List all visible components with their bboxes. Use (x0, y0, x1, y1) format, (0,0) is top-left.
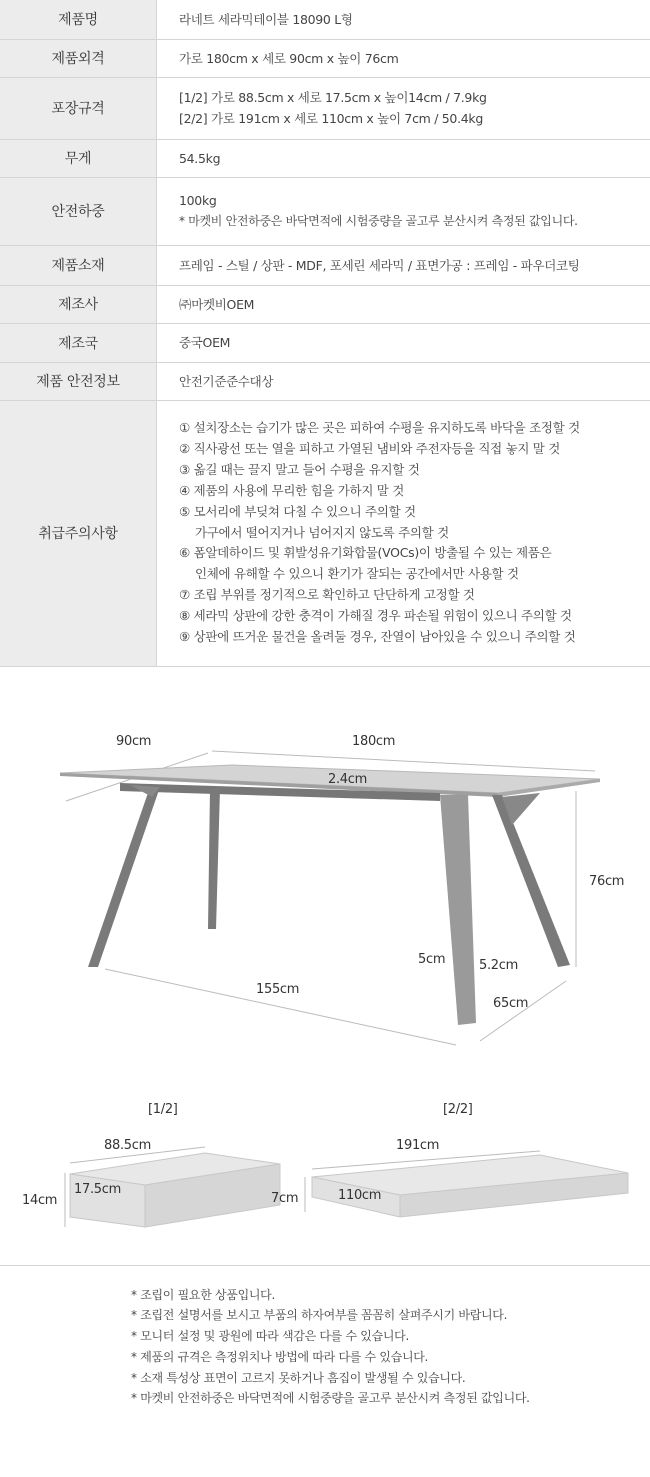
notice-item: * 마켓비 안전하중은 바닥면적에 시험중량을 골고루 분산시켜 측정된 값입니다. (131, 1391, 530, 1406)
package-tag: [2/2] (443, 1101, 473, 1117)
package-depth-label: 110cm (338, 1187, 382, 1203)
caution-item: ④ 제품의 사용에 무리한 힘을 가하지 말 것 (179, 482, 405, 498)
spec-label: 제품외격 (0, 39, 157, 77)
package-length-label: 191cm (396, 1137, 440, 1153)
load-note: * 마켓비 안전하중은 바닥면적에 시험중량을 골고루 분산시켜 측정된 값입니다. (179, 214, 578, 228)
spec-row-load (0, 177, 650, 245)
spec-value (157, 177, 650, 245)
spec-row-manufacturer (0, 285, 650, 323)
packaging-line: [1/2] 가로 88.5cm x 세로 17.5cm x 높이14cm / 7.9kg (179, 90, 487, 105)
height-label: 76cm (589, 873, 625, 889)
leg-span-label: 155cm (256, 981, 300, 997)
depth-label: 90cm (116, 733, 152, 749)
spec-label: 제품 안전정보 (0, 362, 157, 400)
package-height-label: 14cm (22, 1192, 58, 1208)
spec-label: 제조사 (0, 285, 157, 323)
spec-label: 제품소재 (0, 245, 157, 285)
spec-value: 가로 180cm x 세로 90cm x 높이 76cm (157, 39, 650, 77)
caution-list (157, 400, 650, 666)
notice-item: * 조립이 필요한 상품입니다. (131, 1287, 275, 1302)
package-length-label: 88.5cm (104, 1137, 151, 1153)
spec-label: 무게 (0, 139, 157, 177)
caution-item: ① 설치장소는 습기가 많은 곳은 피하여 수평을 유지하도록 바닥을 조정할 것 (179, 420, 580, 436)
notice-item: * 조립전 설명서를 보시고 부품의 하자여부를 꼼꼼히 살펴주시기 바랍니다. (131, 1308, 508, 1323)
notice-item: * 모니터 설정 및 광원에 따라 색감은 다를 수 있습니다. (131, 1329, 409, 1344)
leg-depth-dimension-line (480, 981, 566, 1041)
leg-size-label: 5cm (418, 951, 446, 967)
spec-value: 프레임 - 스틸 / 상판 - MDF, 포세린 세라믹 / 표면가공 : 프레임 - 파우더코팅 (157, 245, 650, 285)
leg-depth-label: 65cm (493, 995, 529, 1011)
spec-row-dimensions (0, 39, 650, 77)
package-1-illustration (22, 1102, 280, 1227)
spec-row-weight (0, 139, 650, 177)
leg-size-label: 5.2cm (479, 957, 518, 973)
caution-item: ③ 옮길 때는 끌지 말고 들어 수평을 유지할 것 (179, 461, 420, 477)
caution-item: ⑤ 모서리에 부딪쳐 다칠 수 있으니 주의할 것 (179, 503, 416, 519)
width-label: 180cm (352, 733, 396, 749)
package-height-label: 7cm (271, 1190, 299, 1206)
dimension-diagrams (0, 666, 650, 1266)
caution-item: 인체에 유해할 수 있으니 환기가 잘되는 공간에서만 사용할 것 (195, 566, 519, 582)
spec-row-packaging (0, 77, 650, 139)
spec-row-cautions (0, 400, 650, 666)
spec-value: 중국OEM (157, 323, 650, 362)
thickness-label: 2.4cm (328, 771, 367, 787)
spec-label: 제품명 (0, 0, 157, 39)
caution-item: ⑧ 세라믹 상판에 강한 충격이 가해질 경우 파손될 위험이 있으니 주의할 것 (179, 608, 572, 624)
package-depth-label: 17.5cm (74, 1181, 121, 1197)
spec-label: 제조국 (0, 323, 157, 362)
packaging-line: [2/2] 가로 191cm x 세로 110cm x 높이 7cm / 50.4kg (179, 111, 483, 126)
notice-item: * 제품의 규격은 측정위치나 방법에 따라 다를 수 있습니다. (131, 1349, 429, 1364)
spec-row-country (0, 323, 650, 362)
leg-span-dimension-line (105, 969, 456, 1045)
spec-value: 라네트 세라믹테이블 18090 L형 (157, 0, 650, 39)
spec-value: 54.5kg (157, 139, 650, 177)
caution-item: ⑥ 폼알데하이드 및 휘발성유기화합물(VOCs)이 방출될 수 있는 제품은 (179, 545, 552, 561)
notice-item: * 소재 특성상 표면이 고르지 못하거나 흠집이 발생될 수 있습니다. (131, 1370, 466, 1385)
table-leg (88, 787, 160, 967)
table-illustration (60, 734, 624, 1045)
package-tag: [1/2] (148, 1101, 178, 1117)
spec-label: 취급주의사항 (0, 400, 157, 666)
table-dimension-drawing (0, 667, 650, 1265)
spec-value: 안전기준준수대상 (157, 362, 650, 400)
caution-item: 가구에서 떨어지거나 넘어지지 않도록 주의할 것 (195, 524, 449, 540)
load-value: 100kg (179, 193, 217, 208)
caution-item: ⑨ 상판에 뜨거운 물건을 올려둘 경우, 잔열이 남아있을 수 있으니 주의할 것 (179, 629, 576, 645)
table-leg (208, 789, 220, 929)
notice-list (0, 1266, 650, 1410)
caution-item: ⑦ 조립 부위를 정기적으로 확인하고 단단하게 고정할 것 (179, 587, 475, 603)
spec-value (157, 77, 650, 139)
package-2-illustration (271, 1102, 628, 1217)
spec-table (0, 0, 650, 667)
spec-row-name (0, 0, 650, 39)
spec-row-material (0, 245, 650, 285)
table-leg (440, 795, 476, 1025)
spec-label: 안전하중 (0, 177, 157, 245)
spec-row-safety (0, 362, 650, 400)
table-leg (492, 795, 570, 967)
spec-value: ㈜마켓비OEM (157, 285, 650, 323)
spec-label: 포장규격 (0, 77, 157, 139)
caution-item: ② 직사광선 또는 열을 피하고 가열된 냄비와 주전자등을 직접 놓지 말 것 (179, 440, 561, 456)
